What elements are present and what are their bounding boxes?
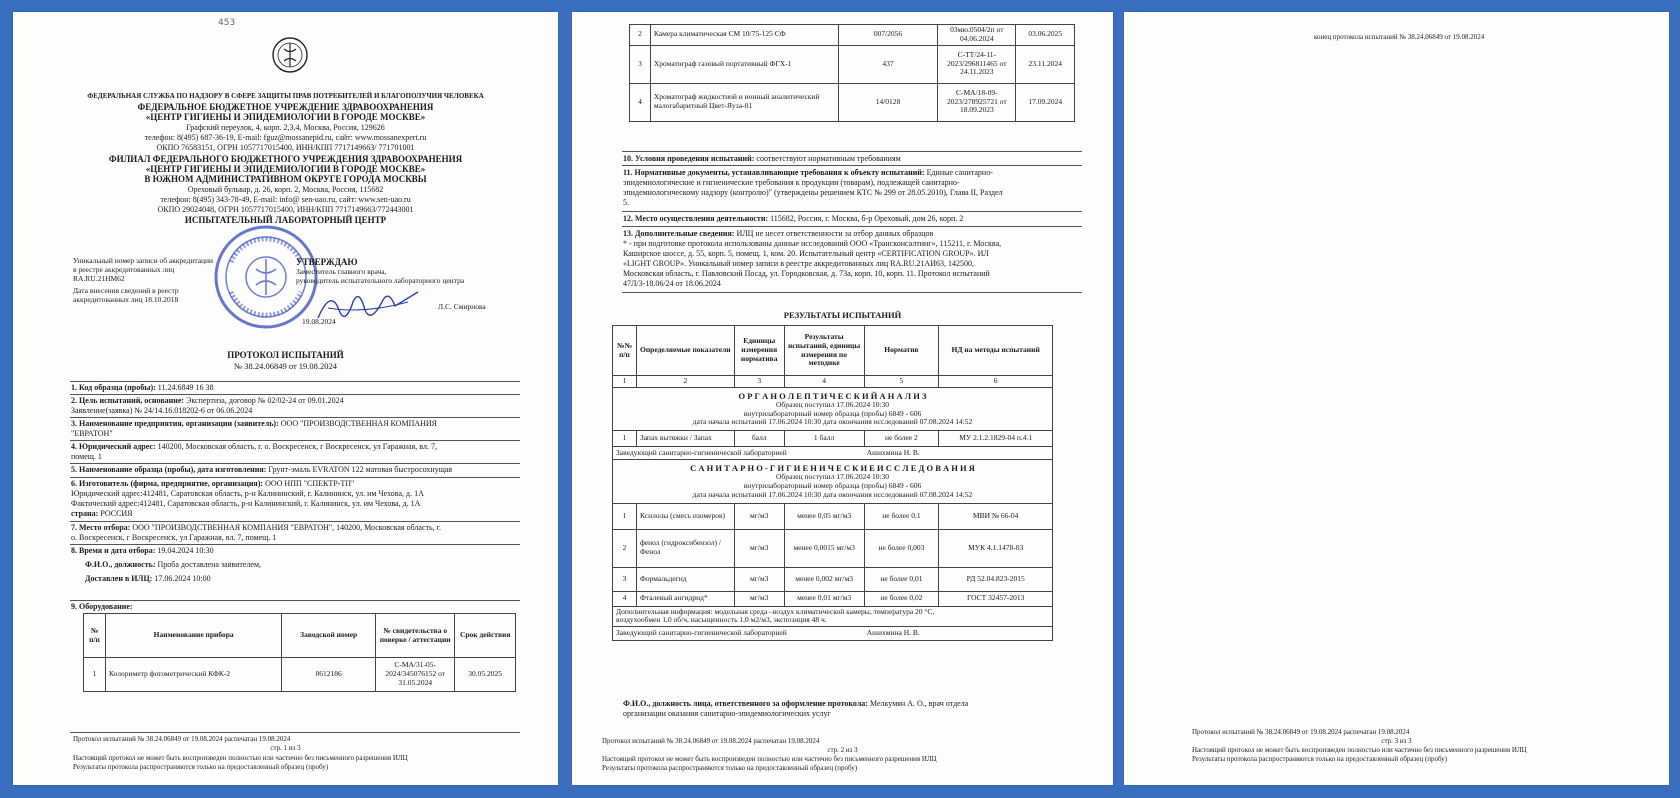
- branch-address: Ореховый бульвар, д. 26, корп. 2, Москва, Россия, 115682: [187, 185, 384, 194]
- results-table: [612, 325, 1053, 641]
- branch-title-2: «ЦЕНТР ГИГИЕНЫ И ЭПИДЕМИОЛОГИИ В ГОРОДЕ МОСКВЕ»: [145, 164, 426, 174]
- table-row: 2 Камера климатическая СМ 10/75-125 СФ 007/2056 03мю.0504/2п от 04.06.2024 03.06.2025: [630, 25, 1075, 46]
- item-5-row: 5. Наименование образца (пробы), дата изготовления: Грунт-эмаль EVRATON 122 матовая быстросохнущая: [71, 465, 453, 474]
- branch-codes: ОКПО 29024048, ОГРН 1057717015400, ИНН/КПП 7717149663/772443001: [157, 205, 414, 214]
- organoleptic-received: Образец поступил 17.06.2024 10:30: [775, 399, 890, 409]
- section-12-row: 12. Место осуществления деятельности: 115682, Россия, г. Москва, б-р Ореховый, дом 26, корп. 2: [623, 214, 964, 223]
- approve-line-1: Заместитель главного врача,: [296, 267, 387, 276]
- item-6-actual-address: Фактический адрес:412481, Саратовская область, р-н Калининский, г. Калининск, ул. им Чехова, д. 1А: [71, 499, 421, 508]
- registry-line-2: в реестре аккредитованных лиц: [73, 265, 175, 274]
- results-title: РЕЗУЛЬТАТЫ ИСПЫТАНИЙ: [783, 310, 902, 320]
- emblem-seal-icon: [267, 34, 313, 80]
- additional-info-line-2: воздухообмен 1,0 об/ч, насыщенность 1,0 м2/м3, экспозиция 48 ч.: [616, 615, 827, 625]
- header-codes: ОКПО 76583151, ОГРН 1057717015400, ИНН/КПП 7717149663/ 771701001: [156, 143, 415, 152]
- section-13-line-d: Московская область, г. Павловский Посад, ул. Городковская, д. 73а, корп. 10, корп. 11. Протокол испытаний: [623, 269, 990, 278]
- item-4-continued: помещ. 1: [71, 452, 102, 461]
- approve-date: 19.08.2024: [302, 317, 336, 326]
- equipment-table-header: [84, 614, 516, 658]
- sanitary-section: [613, 460, 1053, 503]
- item-8-delivered: Доставлен в ИЛЦ: 17.06.2024 10:00: [85, 574, 211, 583]
- equipment-col-num: № п/п: [84, 614, 106, 658]
- item-3-row: 3. Наименование предприятия, организации (заявитель): ООО "ПРОИЗВОДСТВЕННАЯ КОМПАНИЯ: [71, 419, 438, 428]
- footer-protocol: Протокол испытаний № 38.24.06849 от 19.08.2024 распечатан 19.08.2024: [1192, 728, 1410, 736]
- branch-title-3: В ЮЖНОМ АДМИНИСТРАТИВНОМ ОКРУГЕ ГОРОДА МОСКВЫ: [144, 174, 427, 184]
- table-row: 1 Ксилолы (смесь изомеров) мг/м3 менее 0,05 мг/м3 не более 0,1 МВИ № 66-04: [613, 503, 1053, 529]
- branch-title-1: ФИЛИАЛ ФЕДЕРАЛЬНОГО БЮДЖЕТНОГО УЧРЕЖДЕНИЯ ЗДРАВООХРАНЕНИЯ: [108, 154, 463, 164]
- results-col-units: Единицы измерения норматива: [734, 326, 784, 376]
- footer-page: стр. 3 из 3: [1381, 737, 1412, 745]
- item-6-country: страна: РОССИЯ: [71, 509, 133, 518]
- equipment-col-name: Наименование прибора: [106, 614, 282, 658]
- table-row: 3 Хроматограф газовый портативный ФГХ-1 437 С-ТТ/24-11-2023/296811465 от 24.11.2023 23.11.2024: [630, 45, 1075, 83]
- item-1-row: 1. Код образца (пробы): 11.24.6849 16 38: [71, 383, 214, 392]
- equipment-col-certificate: № свидетельства о поверке / аттестации: [376, 614, 455, 658]
- section-13-line-c: «LIGHT GROUP». Уникальный номер записи в реестре аккредитованных лиц RA.RU.21АИ63, 142500,: [623, 259, 974, 268]
- section-13-row: 13. Дополнительные сведения: ИЛЦ не несет ответственности за отбор данных образцов: [623, 229, 934, 238]
- equipment-table: [83, 613, 516, 692]
- additional-info-row: [613, 606, 1053, 627]
- footer-scope: Результаты протокола распространяются только на предоставленный образец (пробу): [1192, 755, 1448, 763]
- equipment-table-continued: [629, 24, 1075, 122]
- item-7-row: 7. Место отбора: ООО "ПРОИЗВОДСТВЕННАЯ КОМПАНИЯ "ЕВРАТОН", 140200, Московская область, г.: [71, 523, 442, 532]
- protocol-number: № 38.24.06849 от 19.08.2024: [233, 361, 338, 371]
- table-row: 1 Запах вытяжки / Запах балл 1 балл не более 2 МУ 2.1.2.1829-04 п.4.1: [613, 431, 1053, 447]
- footer-scope: Результаты протокола распространяются только на предоставленный образец (пробу): [602, 764, 858, 772]
- additional-info-line-1: Дополнительная информация: модельная среда –воздух климатической камеры, температура 20 °С,: [616, 606, 935, 616]
- header-contacts: телефон: 8(495) 687-36-19, E-mail: fguz@mossanepid.ru, сайт: www.mossanexpert.ru: [144, 133, 427, 142]
- organoleptic-title: О Р Г А Н О Л Е П Т И Ч Е С К И Й А Н А Л И З: [738, 390, 927, 401]
- results-col-numbers: 1 2 3 4 5 6: [613, 376, 1053, 388]
- approve-name: Л.С. Смирнова: [438, 302, 486, 311]
- registry-date: аккредитованных лиц 18.10.2018: [73, 295, 179, 304]
- item-6-legal-address: Юридический адрес:412481, Саратовская область, р-н Калининский, г. Калининск, ул. им Чехова, д. 1А: [71, 489, 424, 498]
- handwritten-mark: 453: [218, 18, 236, 28]
- organoleptic-head-row: Заведующий санитарно-гигиенической лабораторией Ашихмина Н. В.: [613, 447, 1053, 460]
- responsible-person: Ф.И.О., должность лица, ответственного за оформление протокола: Мелкумян А. О., врач отдела: [623, 699, 969, 708]
- header-address: Графский переулок, 4, корп. 2,3,4, Москва, Россия, 129626: [186, 123, 385, 132]
- equipment-col-serial: Заводской номер: [282, 614, 376, 658]
- item-3-continued: "ЕВРАТОН": [71, 429, 113, 438]
- footer-protocol: Протокол испытаний № 38.24.06849 от 19.08.2024 распечатан 19.08.2024: [602, 737, 820, 745]
- sanitary-head-row: Заведующий санитарно-гигиенической лабораторией Ашихмина Н. В.: [613, 627, 1053, 641]
- section-11-row: 11. Нормативные документы, устанавливающие требования к объекту испытаний: Единые санитарно-: [623, 168, 993, 177]
- sanitary-received: Образец поступил 17.06.2024 10:30: [775, 472, 890, 482]
- table-row: 4 Хроматограф жидкостной и ионный аналитический малогабаритный Цвет-Яуза-01 14/0128 С-МА/18-09-2023/278925721 от 18.09.2023 17.09.2024: [630, 83, 1075, 121]
- table-row: 3 Формальдегид мг/м3 менее 0,002 мг/м3 не более 0,01 РД 52.04.823-2015: [613, 567, 1053, 591]
- results-table-header: [613, 326, 1053, 376]
- section-13-line-e: 47Л/3-18.06/24 от 18.06.2024: [623, 279, 721, 288]
- section-13-line-a: * - при подготовке протокола использованы данные исследований ООО «Трансконсалтинг», 115211, г. Москва,: [623, 239, 1002, 248]
- item-2-row: 2. Цель испытаний, основание: Экспертиза, договор № 02/02-24 от 09.01.2024: [71, 396, 344, 405]
- organoleptic-section: [613, 387, 1053, 430]
- organoleptic-lab-number: внутрилабораторный номер образца (пробы) 6849 - 606: [743, 408, 922, 418]
- results-col-method: НД на методы испытаний: [939, 326, 1053, 376]
- results-col-num: №№ п/п: [613, 326, 637, 376]
- responsible-department: организации оказания санитарно-эпидемиологических услуг: [623, 709, 831, 718]
- registry-line-4: Дата внесения сведений в реестр: [73, 286, 179, 295]
- section-11-line-4: 5.: [623, 198, 629, 207]
- item-4-row: 4. Юридический адрес: 140200, Московская область, г. о. Воскресенск, г Воскресенск, ул Гаражная, вл. 7,: [71, 442, 437, 451]
- item-8-person: Ф.И.О., должность: Проба доставлена заявителем,: [85, 560, 262, 569]
- protocol-title: ПРОТОКОЛ ИСПЫТАНИЙ: [227, 350, 344, 360]
- results-col-indicator: Определяемые показатели: [636, 326, 734, 376]
- approve-line-2: руководитель испытательного лабораторного центра: [296, 276, 465, 285]
- registry-line-1: Уникальный номер записи об аккредитации: [73, 256, 214, 265]
- item-8-row: 8. Время и дата отбора: 19.04.2024 10:30: [71, 546, 214, 555]
- sanitary-dates: дата начала испытаний 17.06.2024 10:30 дата окончания исследований 07.08.2024 14:52: [692, 489, 973, 499]
- footer-scope: Результаты протокола распространяются только на предоставленный образец (пробу): [73, 763, 329, 771]
- branch-contacts: телефон: 8(495) 343-78-49, E-mail: info@ sen-uao.ru, сайт: www.sen-uao.ru: [160, 195, 411, 204]
- equipment-col-valid: Срок действия: [455, 614, 516, 658]
- section-13-line-b: Каширское шоссе, д. 55, корп. 5, помещ. 1, ком. 20. Испытательный центр «CERTIFICATION GROUP». ИЛ: [623, 249, 989, 258]
- header-center: «ЦЕНТР ГИГИЕНЫ И ЭПИДЕМИОЛОГИИ В ГОРОДЕ МОСКВЕ»: [145, 112, 426, 122]
- results-col-norm: Норматив: [864, 326, 939, 376]
- lab-center-title: ИСПЫТАТЕЛЬНЫЙ ЛАБОРАТОРНЫЙ ЦЕНТР: [184, 215, 387, 225]
- item-7-continued: о. Воскресенск, г Воскресенск, ул Гаражная, вл. 7, помещ. 1: [71, 533, 277, 542]
- page-1: [13, 12, 558, 785]
- header-service: ФЕДЕРАЛЬНАЯ СЛУЖБА ПО НАДЗОРУ В СФЕРЕ ЗАЩИТЫ ПРАВ ПОТРЕБИТЕЛЕЙ И БЛАГОПОЛУЧИЯ ЧЕЛОВЕКА: [87, 92, 484, 100]
- footer-page: стр. 2 из 3: [827, 746, 858, 754]
- registry-number: RA.RU.21HM62: [73, 274, 125, 283]
- approve-title: УТВЕРЖДАЮ: [296, 257, 358, 267]
- table-row: 1 Колориметр фотометрический КФК-2 8612186 С-МА/31-05-2024/345076152 от 31.05.2024 30.05.2025: [84, 658, 516, 692]
- header-institution: ФЕДЕРАЛЬНОЕ БЮДЖЕТНОЕ УЧРЕЖДЕНИЕ ЗДРАВООХРАНЕНИЯ: [137, 102, 434, 112]
- footer-notice: Настоящий протокол не может быть воспроизведен полностью или частично без письменного разрешения ИЛЦ: [1192, 746, 1527, 754]
- sanitary-lab-number: внутрилабораторный номер образца (пробы) 6849 - 606: [743, 480, 922, 490]
- item-2-application: Заявление(заявка) № 24/14.16.018202-6 от 06.06.2024: [71, 406, 253, 415]
- item-6-row: 6. Изготовитель (фирма, предприятие, организация): ООО НПП "СПЕКТР-ТП": [71, 479, 355, 488]
- end-of-protocol: конец протокола испытаний № 38.24.06849 от 19.08.2024: [1314, 33, 1485, 41]
- table-row: 2 фенол (гидроксибензол) / Фенол мг/м3 менее 0,0015 мг/м3 не более 0,003 МУК 4.1.1478-03: [613, 529, 1053, 567]
- section-11-line-3: эпидемиологическому надзору (контролю)" (утверждены решением КТС № 299 от 28.05.2010), Глава II, Раздел: [623, 188, 1003, 197]
- sanitary-title: С А Н И Т А Р Н О - Г И Г И Е Н И Ч Е С К И Е И С С Л Е Д О В А Н И Я: [690, 463, 975, 474]
- item-9-title: 9. Оборудование:: [71, 602, 133, 611]
- table-row: 4 Фталевый ангидрид* мг/м3 менее 0,01 мг/м3 не более 0,02 ГОСТ 32457-2013: [613, 591, 1053, 606]
- page-2: [572, 12, 1113, 785]
- footer-notice: Настоящий протокол не может быть воспроизведен полностью или частично без письменного разрешения ИЛЦ: [73, 754, 408, 762]
- page-3: [1124, 12, 1669, 785]
- footer-protocol: Протокол испытаний № 38.24.06849 от 19.08.2024 распечатан 19.08.2024: [73, 735, 291, 743]
- section-11-line-2: эпидемиологические и гигиенические требования к продукции (товарам), подлежащей санитарно-: [623, 178, 960, 187]
- footer-page: стр. 1 из 3: [270, 744, 301, 752]
- results-col-result: Результаты испытаний, единицы измерения по методике: [784, 326, 864, 376]
- organoleptic-dates: дата начала испытаний 17.06.2024 10:30 дата окончания исследований 07.08.2024 14:52: [692, 417, 973, 427]
- footer-notice: Настоящий протокол не может быть воспроизведен полностью или частично без письменного разрешения ИЛЦ: [602, 755, 937, 763]
- section-10-row: 10. Условия проведения испытаний: соответствуют нормативным требованиям: [623, 154, 901, 163]
